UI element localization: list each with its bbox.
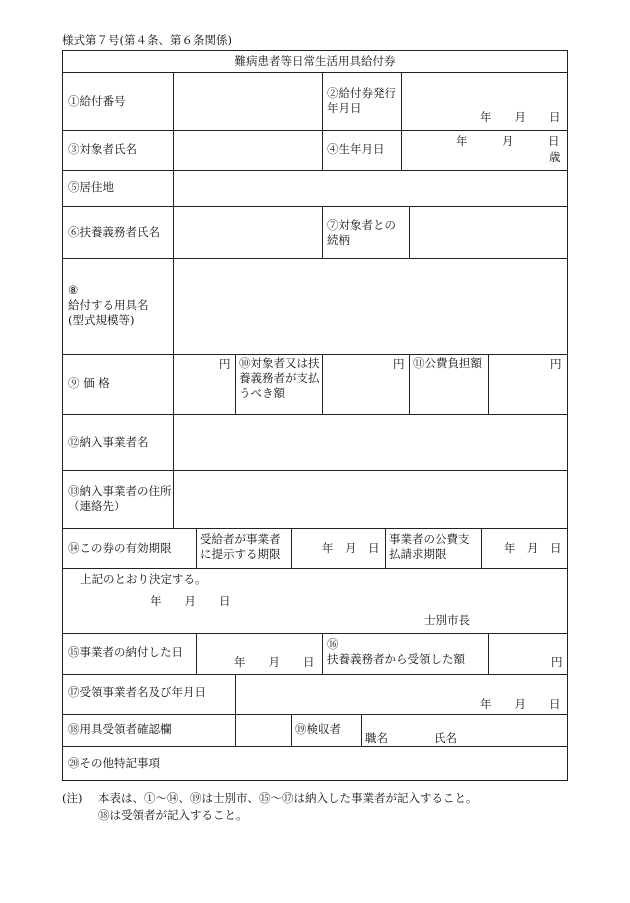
decision-text: 上記のとおり決定する。 [80,572,207,586]
signer-title: 士別市長 [424,613,470,627]
label-recipient-confirmation: ⑱用具受領者確認欄 [68,722,172,736]
label-item-model: (型式規模等) [68,313,135,327]
label-validity: ⑭この券の有効期限 [68,541,172,555]
label-guardian-name: ⑥扶養義務者氏名 [68,225,160,239]
label-received-amount: 扶養義務者から受領した額 [327,652,465,666]
label-payable-amount: ⑩対象者又は扶養義務者が支払うべき額 [239,356,320,400]
note-label: (注) [62,791,83,805]
label-relationship: ⑦対象者との続柄 [327,218,396,247]
public-burden-unit: 円 [550,357,562,371]
label-remarks: ⑳その他特記事項 [68,756,160,770]
label-birth-date: ④生年月日 [327,142,385,156]
label-vendor-address: ⑬納入事業者の住所（連絡先） [68,484,172,513]
issue-date-placeholder: 年 月 日 [480,110,561,124]
label-public-burden: ⑪公費負担額 [413,356,482,370]
label-item-number: ⑧ [68,283,79,297]
label-inspector: ⑲検収者 [295,722,341,736]
price-unit: 円 [219,357,231,371]
label-benefit-number: ①給付番号 [68,94,126,108]
label-subject-name: ③対象者氏名 [68,142,137,156]
present-deadline-date: 年 月 日 [322,541,380,555]
label-received-number: ⑯ [327,637,339,651]
label-present-deadline: 受給者が事業者に提示する期限 [200,532,281,561]
label-receiving-vendor: ⑰受領事業者名及び年月日 [68,685,206,699]
label-inspector-title: 職名 [365,731,388,745]
label-address: ⑤居住地 [68,180,114,194]
note-line-2: ⑱は受領者が記入すること。 [98,808,248,822]
age-unit: 歳 [549,150,561,164]
claim-deadline-date: 年 月 日 [504,541,562,555]
label-inspector-name: 氏名 [434,731,457,745]
label-issue-date: ②給付券発行年月日 [327,86,396,115]
receiving-date-placeholder: 年 月 日 [480,697,561,711]
label-delivery-date: ⑮事業者の納付した日 [68,645,183,659]
decision-date: 年 月 日 [150,594,231,608]
received-unit: 円 [551,655,563,669]
note-line-1: 本表は、①～⑭、⑲は士別市、⑮～⑰は納入した事業者が記入すること。 [98,791,478,805]
label-item-name: 給付する用具名 [68,298,149,312]
delivery-date-placeholder: 年 月 日 [234,655,315,669]
label-price: ⑨ 価 格 [68,376,110,390]
form-number: 様式第７号(第４条、第６条関係) [62,33,232,47]
label-vendor-name: ⑫納入事業者名 [68,435,149,449]
birth-date-placeholder: 年 月 日 [456,134,560,148]
form-title: 難病患者等日常生活用具給付券 [234,54,396,68]
payable-unit: 円 [393,357,405,371]
label-claim-deadline: 事業者の公費支払請求期限 [389,532,470,561]
